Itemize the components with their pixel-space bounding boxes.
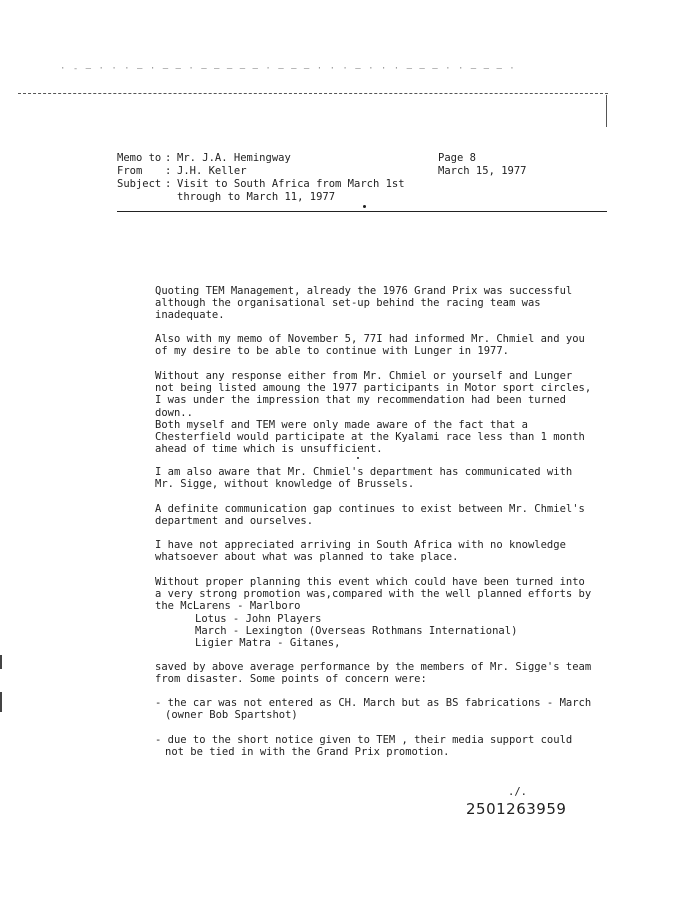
team-item: Ligier Matra - Gitanes, [195,637,341,650]
document-reference-number: 2501263959 [466,800,567,818]
memo-colon: : [165,178,172,190]
top-dashed-rule [18,93,608,94]
concern-bullet-2: - due to the short notice given to TEM , their media support could not be tied in with the Grand Prix promotion. [155,734,573,759]
speck [363,205,366,208]
scan-artifact-top: · ‑ — · · · — · — — · — — — — — · — — — · · · — · · · — — — · · — — — · [60,64,516,74]
subject-label: Subject [117,178,162,190]
edge-mark [0,655,2,669]
memo-to-label: Memo to [117,152,162,164]
paragraph-8 [155,576,595,649]
edge-mark [0,692,2,712]
header-rule [117,211,607,212]
paragraph-1: Quoting TEM Management, already the 1976 Grand Prix was successful although the organisational set-up behind the racing team was inadequate. [155,285,573,322]
subject-line-2: through to March 11, 1977 [177,191,336,203]
memo-colon: : [165,165,172,177]
team-item: March - Lexington (Overseas Rothmans International) [195,624,518,637]
paragraph-6: A definite communication gap continues to exist between Mr. Chmiel's department and ourselves. [155,503,585,528]
paragraph-4: Both myself and TEM were only made aware of the fact that a Chesterfield would participate at the Kyalami race less than 1 month ahead of time which is unsufficient. [155,419,585,456]
from-label: From [117,165,143,177]
subject-line-1: Visit to South Africa from March 1st [177,178,405,190]
paragraph-5: I am also aware that Mr. Chmiel's department has communicated with Mr. Sigge, without knowledge of Brussels. [155,466,573,491]
margin-tick [606,95,607,127]
concern-bullet-1: - the car was not entered as CH. March but as BS fabrications - March (owner Bob Spartshot) [155,697,592,722]
continuation-mark: ./. [508,786,527,798]
speck [357,457,359,459]
memo-to-value: Mr. J.A. Hemingway [177,152,291,164]
paragraph-7: I have not appreciated arriving in South Africa with no knowledge whatsoever about what was planned to take place. [155,539,566,564]
page-number: Page 8 [438,152,476,164]
paragraph-3: Without any response either from Mr. Chmiel or yourself and Lunger not being listed amoung the 1977 participants in Motor sport circles, I was under the impression that my recommendation had been turned down.. [155,370,592,419]
paragraph-9: saved by above average performance by the members of Mr. Sigge's team from disaster. Some points of concern were: [155,661,592,686]
memo-date: March 15, 1977 [438,165,527,177]
memo-colon: : [165,152,172,164]
paragraph-8-intro: Without proper planning this event which could have been turned into a very strong promotion was,compared with the well planned efforts by the McLarens - Marlboro [155,576,592,613]
paragraph-2: Also with my memo of November 5, 77I had informed Mr. Chmiel and you of my desire to be able to continue with Lunger in 1977. [155,333,585,358]
from-value: J.H. Keller [177,165,247,177]
team-item: Lotus - John Players [195,612,322,625]
